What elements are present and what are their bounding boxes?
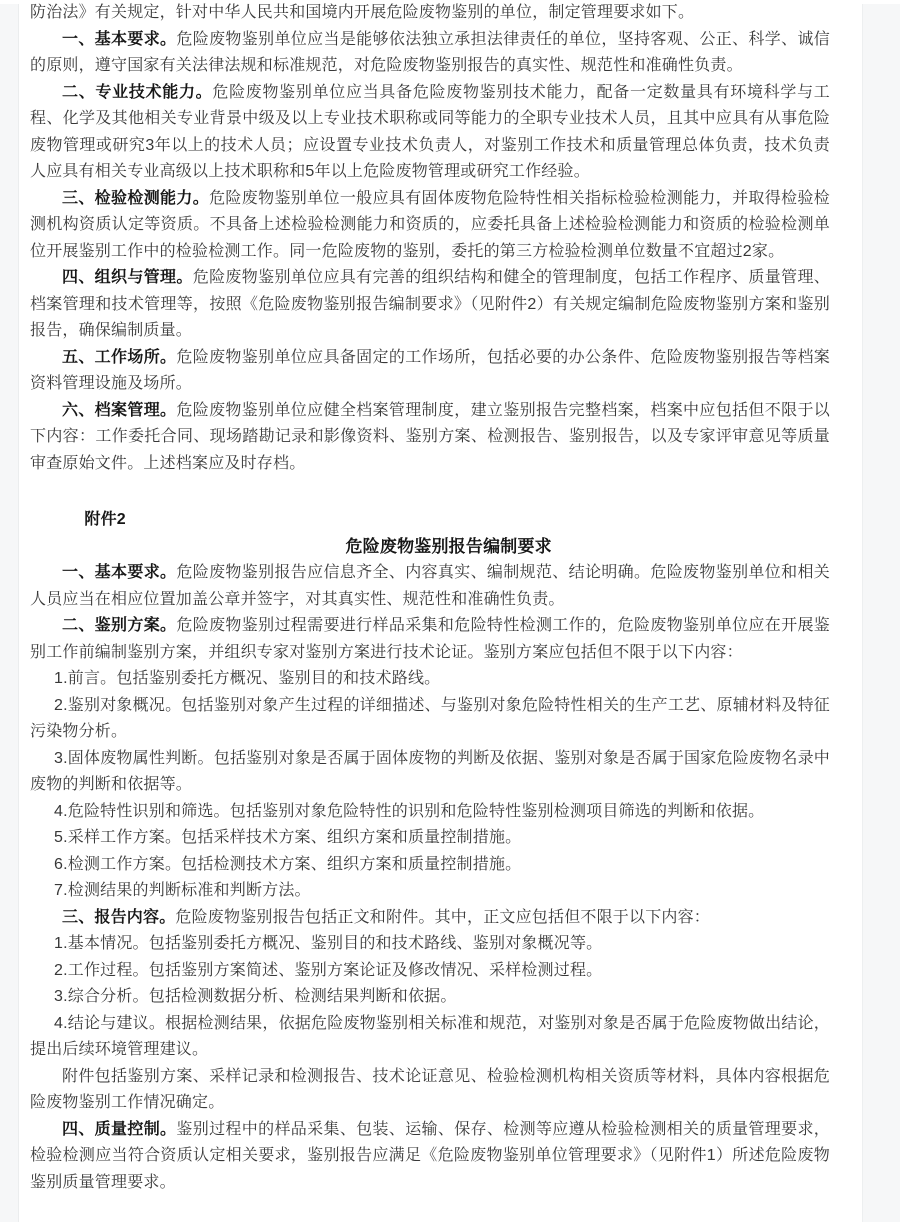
numbered-item [30,799,830,826]
paragraph-text: 危险废物鉴别报告编制要求 [345,536,552,556]
paragraph-text: 6.检测工作方案。包括检测技术方案、组织方案和质量控制措施。 [54,855,522,873]
section-label: 二、专业技术能力。 [62,83,213,101]
section-label: 三、检验检测能力。 [62,189,210,207]
section-paragraph [30,345,830,398]
section-paragraph [30,27,830,80]
document-page [20,0,862,1222]
section-paragraph [30,1117,830,1197]
paragraph-text: 防治法》有关规定，针对中华人民共和国境内开展危险废物鉴别的单位，制定管理要求如下。 [30,4,695,21]
section-label: 六、档案管理。 [62,401,177,419]
numbered-item [30,693,830,746]
paragraph-text: 7.检测结果的判断标准和判断方法。 [54,882,311,899]
section-label: 四、质量控制。 [62,1120,177,1138]
section-label: 四、组织与管理。 [62,269,193,286]
paragraph-text: 5.采样工作方案。包括采样技术方案、组织方案和质量控制措施。 [54,829,522,846]
section-text: 危险废物鉴别单位一般应具有固体废物危险特性相关指标检验检测能力，并取得检验检测机构资质认定等资质。不具备上述检验检测能力和资质的，应委托具备上述检验检测能力和资质的检验检测单位开展鉴别工作中的检验检测工作。同一危险废物的鉴别，委托的第三方检验检测单位数量不宜超过2家。 [30,189,830,260]
paragraph-text: 2.鉴别对象概况。包括鉴别对象产生过程的详细描述、与鉴别对象危险特性相关的生产工艺、原辅材料及特征污染物分析。 [30,696,830,740]
paragraph-text: 1.基本情况。包括鉴别委托方概况、鉴别目的和技术路线、鉴别对象概况等。 [54,935,603,952]
section-label: 一、基本要求。 [62,30,177,48]
paragraph-spacer [30,477,830,507]
document-title [30,534,830,561]
section-text: 危险废物鉴别过程需要进行样品采集和危险特性检测工作的，危险废物鉴别单位应在开展鉴别工作前编制鉴别方案，并组织专家对鉴别方案进行技术论证。鉴别方案应包括但不限于以下内容： [30,617,830,661]
numbered-item [30,931,830,958]
paragraph-text: 附件包括鉴别方案、采样记录和检测报告、技术论证意见、检验检测机构相关资质等材料，具体内容根据危险废物鉴别工作情况确定。 [30,1067,830,1111]
numbered-item [30,958,830,985]
numbered-item [30,878,830,905]
paragraph-text: 2.工作过程。包括鉴别方案简述、鉴别方案论证及修改情况、采样检测过程。 [54,961,603,979]
section-paragraph [30,265,830,345]
left-margin-band [0,4,19,1222]
paragraph-text: 3.固体废物属性判断。包括鉴别对象是否属于固体废物的判断及依据、鉴别对象是否属于国家危险废物名录中废物的判断和依据等。 [30,749,830,793]
numbered-item [30,666,830,693]
section-text: 危险废物鉴别单位应当是能够依法独立承担法律责任的单位，坚持客观、公正、科学、诚信的原则，遵守国家有关法律法规和标准规范，对危险废物鉴别报告的真实性、规范性和准确性负责。 [30,30,830,74]
section-text: 危险废物鉴别单位应健全档案管理制度，建立鉴别报告完整档案，档案中应包括但不限于以下内容：工作委托合同、现场踏勘记录和影像资料、鉴别方案、检测报告、鉴别报告，以及专家评审意见等质量审查原始文件。上述档案应及时存档。 [30,401,830,472]
body-paragraph [30,1064,830,1117]
paragraph-continuation [30,0,830,27]
section-paragraph [30,398,830,478]
paragraph-text: 3.综合分析。包括检测数据分析、检测结果判断和依据。 [54,988,457,1005]
section-text: 危险废物鉴别单位应具有完善的组织结构和健全的管理制度，包括工作程序、质量管理、档案管理和技术管理等，按照《危险废物鉴别报告编制要求》（见附件2）有关规定编制危险废物鉴别方案和鉴别报告，确保编制质量。 [30,269,830,339]
numbered-item [30,1011,830,1064]
numbered-item [30,746,830,799]
section-label: 二、鉴别方案。 [62,617,177,634]
section-text: 危险废物鉴别单位应具备固定的工作场所，包括必要的办公条件、危险废物鉴别报告等档案资料管理设施及场所。 [30,348,830,392]
section-paragraph [30,186,830,266]
paragraph-text: 1.前言。包括鉴别委托方概况、鉴别目的和技术路线。 [54,670,441,687]
section-label: 三、报告内容。 [62,908,176,926]
section-paragraph [30,613,830,666]
section-paragraph [30,560,830,613]
section-text: 鉴别过程中的样品采集、包装、运输、保存、检测等应遵从检验检测相关的质量管理要求，检验检测应当符合资质认定相关要求，鉴别报告应满足《危险废物鉴别单位管理要求》（见附件1）所述危险废物鉴别质量管理要求。 [30,1120,830,1191]
section-label: 五、工作场所。 [62,348,177,366]
section-paragraph [30,905,830,932]
numbered-item [30,825,830,852]
attachment-label [30,507,830,534]
numbered-item [30,852,830,879]
section-text: 危险废物鉴别报告应信息齐全、内容真实、编制规范、结论明确。危险废物鉴别单位和相关人员应当在相应位置加盖公章并签字，对其真实性、规范性和准确性负责。 [30,564,830,608]
paragraph-text: 4.结论与建议。根据检测结果，依据危险废物鉴别相关标准和规范，对鉴别对象是否属于危险废物做出结论，提出后续环境管理建议。 [30,1014,830,1058]
section-text: 危险废物鉴别单位应当具备危险废物鉴别技术能力，配备一定数量具有环境科学与工程、化学及其他相关专业背景中级及以上专业技术职称或同等能力的全职专业技术人员，且其中应具有从事危险废物管理或研究3年以上的技术人员；应设置专业技术负责人，对鉴别工作技术和质量管理总体负责，技术负责人应具有相关专业高级以上技术职称和5年以上危险废物管理或研究工作经验。 [30,83,830,180]
right-margin-band [862,4,900,1222]
section-text: 危险废物鉴别报告包括正文和附件。其中，正文应包括但不限于以下内容： [175,908,711,926]
document-content [30,0,830,1196]
numbered-item [30,984,830,1011]
section-paragraph [30,80,830,186]
paragraph-text: 附件2 [84,511,126,528]
section-label: 一、基本要求。 [62,564,177,581]
paragraph-text: 4.危险特性识别和筛选。包括鉴别对象危险特性的识别和危险特性鉴别检测项目筛选的判断和依据。 [54,802,765,820]
